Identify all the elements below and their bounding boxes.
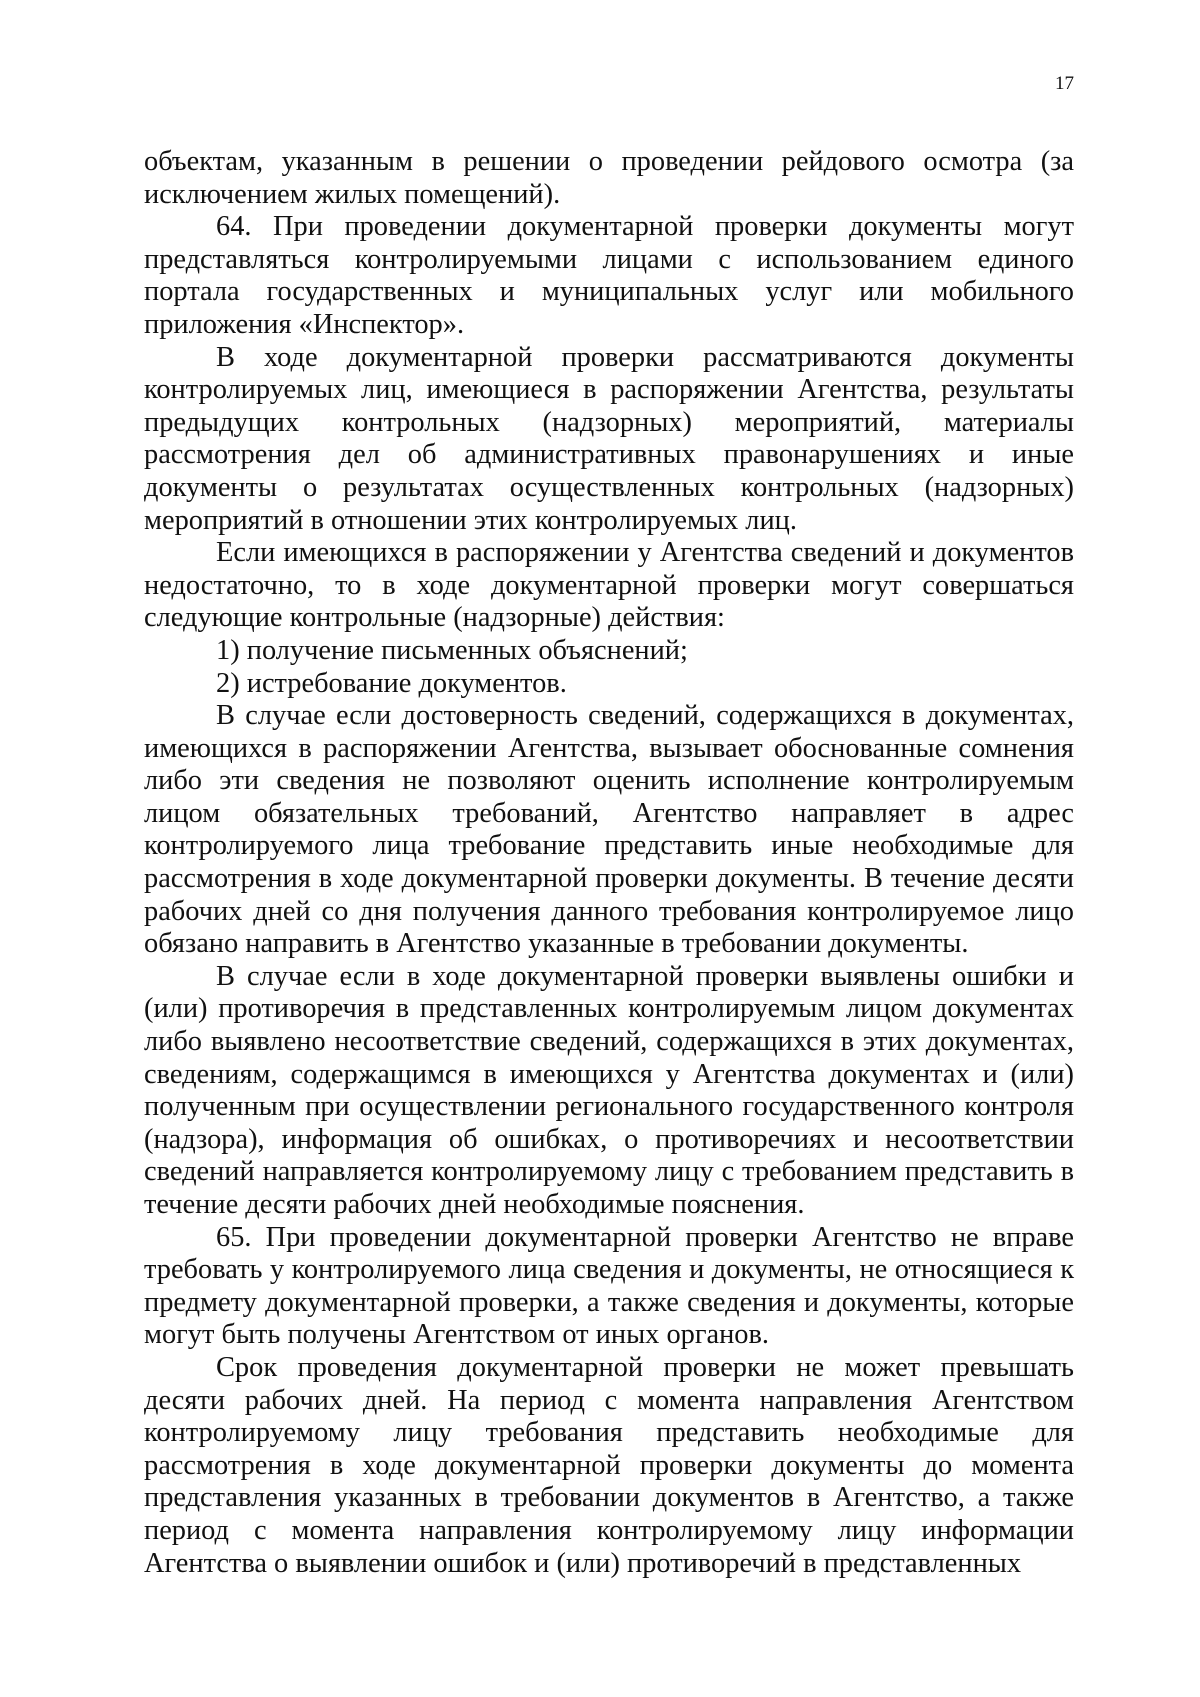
list-item: 2) истребование документов. (216, 667, 567, 699)
document-body (144, 146, 1074, 1580)
paragraph: В ходе документарной проверки рассматриваются документы контролируемых лиц, имеющиеся в распоряжении Агентства, результаты предыдущих контрольных (надзорных) мероприятий, материалы рассмотрения дел об административных правонарушениях и иные документы о результатах осуществленных контрольных (надзорных) мероприятий в отношении этих контролируемых лиц. (144, 341, 1074, 536)
paragraph: Если имеющихся в распоряжении у Агентства сведений и документов недостаточно, то в ходе документарной проверки могут совершаться следующие контрольные (надзорные) действия: (144, 537, 1074, 634)
paragraph: В случае если в ходе документарной проверки выявлены ошибки и (или) противоречия в представленных контролируемым лицом документах либо выявлено несоответствие сведений, содержащихся в этих документах, сведениям, содержащимся в имеющихся у Агентства документах и (или) полученным при осуществлении регионального государственного контроля (надзора), информация об ошибках, о противоречиях и несоответствии сведений направляется контролируемому лицу с требованием представить в течение десяти рабочих дней необходимые пояснения. (144, 960, 1074, 1220)
list-item: 1) получение письменных объяснений; (216, 634, 688, 666)
paragraph-item-64: 64. При проведении документарной проверки документы могут представляться контролируемыми лицами с использованием единого портала государственных и муниципальных услуг или мобильного приложения «Инспектор». (144, 211, 1074, 340)
paragraph-continuation: объектам, указанным в решении о проведении рейдового осмотра (за исключением жилых помещений). (144, 146, 1074, 210)
paragraph: Срок проведения документарной проверки не может превышать десяти рабочих дней. На период с момента направления Агентством контролируемому лицу требования представить необходимые для рассмотрения в ходе документарной проверки документы до момента представления указанных в требовании документов в Агентство, а также период с момента направления контролируемому лицу информации Агентства о выявлении ошибок и (или) противоречий в представленных (144, 1351, 1074, 1579)
paragraph-item-65: 65. При проведении документарной проверки Агентство не вправе требовать у контролируемого лица сведения и документы, не относящиеся к предмету документарной проверки, а также сведения и документы, которые могут быть получены Агентством от иных органов. (144, 1221, 1074, 1351)
page-number: 17 (1055, 73, 1074, 94)
paragraph: В случае если достоверность сведений, содержащихся в документах, имеющихся в распоряжении Агентства, вызывает обоснованные сомнения либо эти сведения не позволяют оценить исполнение контролируемым лицом обязательных требований, Агентство направляет в адрес контролируемого лица требование представить иные необходимые для рассмотрения в ходе документарной проверки документы. В течение десяти рабочих дней со дня получения данного требования контролируемое лицо обязано направить в Агентство указанные в требовании документы. (144, 700, 1074, 960)
